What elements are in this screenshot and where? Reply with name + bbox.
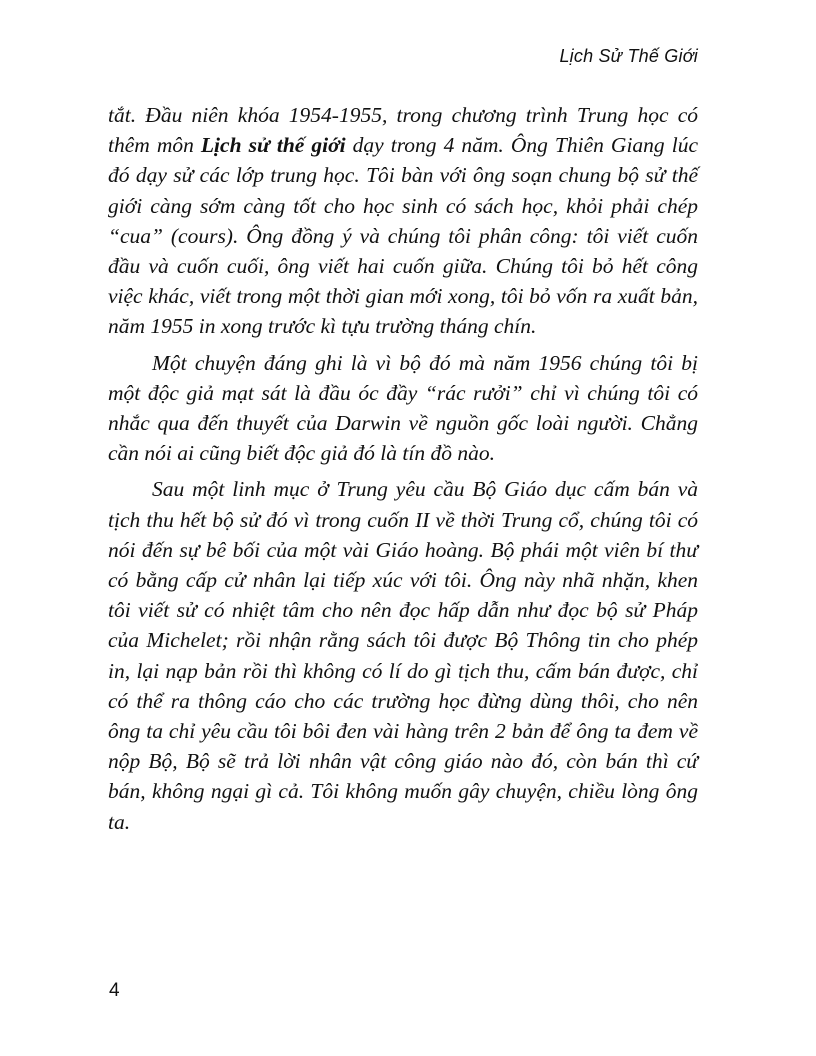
- book-title-bold: Lịch sử thế giới: [200, 133, 346, 158]
- paragraph-2: Một chuyện đáng ghi là vì bộ đó mà năm 1956 chúng tôi bị một độc giả mạt sát là đầu óc đầy “rác rưởi” chỉ vì chúng tôi có nhắc qua đến thuyết của Darwin về nguồn gốc loài người. Chẳng cần nói ai cũng biết độc giả đó là tín đồ nào.: [108, 350, 698, 466]
- running-header-title: Lịch Sử Thế Giới: [559, 46, 698, 66]
- paragraph-1: [108, 100, 698, 342]
- paragraph-1-rest: dạy trong 4 năm. Ông Thiên Giang lúc đó dạy sử các lớp trung học. Tôi bàn với ông soạn chung bộ sử thế giới càng sớm càng tốt cho học sinh có sách học, khỏi phải chép “cua” (cours). Ông đồng ý và chúng tôi phân công: tôi viết cuốn đầu và cuốn cuối, ông viết hai cuốn giữa. Chúng tôi bỏ hết công việc khác, viết trong một thời gian mới xong, tôi bỏ vốn ra xuất bản, năm 1955 in xong trước kì tựu trường tháng chín.: [108, 133, 698, 339]
- body-text: [108, 100, 698, 843]
- paragraph-3: Sau một linh mục ở Trung yêu cầu Bộ Giáo dục cấm bán và tịch thu hết bộ sử đó vì trong cuốn II về thời Trung cổ, chúng tôi có nói đến sự bê bối của một vài Giáo hoàng. Bộ phái một viên bí thư có bằng cấp cử nhân lại tiếp xúc với tôi. Ông này nhã nhặn, khen tôi viết sử có nhiệt tâm cho nên đọc hấp dẫn như đọc bộ sử Pháp của Michelet; rồi nhận rằng sách tôi được Bộ Thông tin cho phép in, lại nạp bản rồi thì không có lí do gì tịch thu, cấm bán được, chỉ có thể ra thông cáo cho các trường học đừng dùng thôi, cho nên ông ta chỉ yêu cầu tôi bôi đen vài hàng trên 2 bản để ông ta đem về nộp Bộ, Bộ sẽ trả lời nhân vật công giáo nào đó, còn bán thì cứ bán, không ngại gì cả. Tôi không muốn gây chuyện, chiều lòng ông ta.: [108, 477, 698, 834]
- page-number: 4: [109, 980, 120, 1001]
- paragraph-1-start: tắt. Đầu niên khóa 1954-1955, trong chương trình Trung học có thêm môn: [108, 103, 698, 158]
